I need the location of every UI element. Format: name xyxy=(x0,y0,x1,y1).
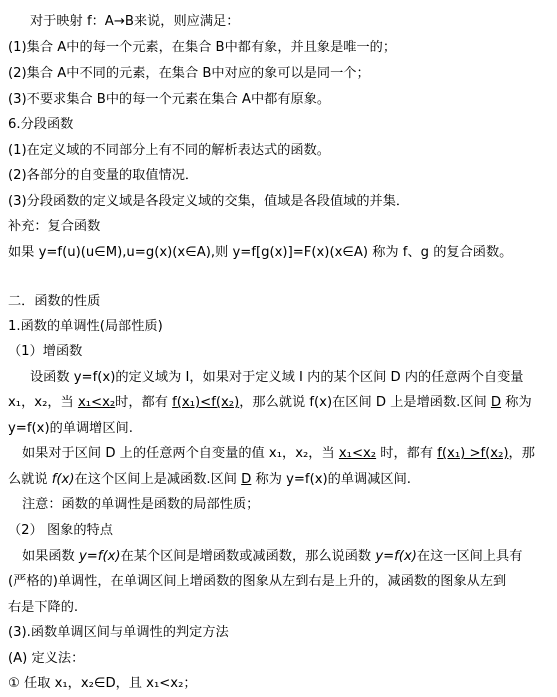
definition-method-step-1: ① 任取 x₁，x₂∈D，且 x₁<x₂； xyxy=(8,676,197,691)
increasing-def-line-3: y=f(x)的单调增区间. xyxy=(8,421,133,436)
graph-features-line-3: 右是下降的. xyxy=(8,600,79,615)
condition-fx1-gt-fx2: f(x₁) >f(x₂) xyxy=(437,446,509,461)
graph-features-line-2: (严格的)单调性，在单调区间上增函数的图象从左到右是上升的，减函数的图象从左到 xyxy=(8,574,507,589)
increasing-def-line-2: x₁，x₂，当 x₁<x₂时，都有 f(x₁)<f(x₂)，那么就说 f(x)在区间 D 上是增函数.区间 D 称为 xyxy=(8,395,532,410)
supplement-heading: 补充：复合函数 xyxy=(8,219,101,234)
decreasing-def-line-2: 么就说 f(x)在这个区间上是减函数.区间 D 称为 y=f(x)的单调减区间. xyxy=(8,472,411,487)
increasing-function-heading: （1）增函数 xyxy=(8,344,83,359)
condition-fx1-lt-fx2: f(x₁)<f(x₂) xyxy=(172,395,240,410)
determination-methods-heading: (3).函数单调区间与单调性的判定方法 xyxy=(8,625,229,640)
piecewise-point-2: (2)各部分的自变量的取值情况． xyxy=(8,168,199,183)
mapping-condition-2: (2)集合 A中不同的元素，在集合 B中对应的象可以是同一个； xyxy=(8,66,370,81)
increasing-def-line-1: 设函数 y=f(x)的定义域为 I，如果对于定义域 I 内的某个区间 D 内的任意两个自变量 xyxy=(30,370,524,385)
condition-x1-lt-x2-dec: x₁<x₂ xyxy=(338,446,377,461)
interval-d-dec: D xyxy=(241,472,252,487)
mapping-condition-1: (1)集合 A中的每一个元素，在集合 B中都有象，并且象是唯一的； xyxy=(8,40,397,55)
mapping-conditions-intro: 对于映射 f：A→B来说，则应满足： xyxy=(30,14,240,29)
graph-features-heading: （2） 图象的特点 xyxy=(8,523,113,538)
monotonicity-note: 注意：函数的单调性是函数的局部性质； xyxy=(22,497,260,512)
graph-features-line-1: 如果函数 y=f(x)在某个区间是增函数或减函数，那么说函数 y=f(x)在这一区间上具有 xyxy=(22,549,523,564)
piecewise-point-3: (3)分段函数的定义域是各段定义域的交集，值域是各段值域的并集． xyxy=(8,194,410,209)
monotonicity-heading: 1.函数的单调性(局部性质) xyxy=(8,319,163,334)
section-heading-properties: 二．函数的性质 xyxy=(8,294,101,309)
composite-function-definition: 如果 y=f(u)(u∈M),u=g(x)(x∈A),则 y=f[g(x)]=F(x)(x∈A) 称为 f、g 的复合函数。 xyxy=(8,245,513,260)
condition-x1-lt-x2: x₁<x₂ xyxy=(77,395,116,410)
interval-d: D xyxy=(490,395,502,410)
decreasing-def-line-1: 如果对于区间 D 上的任意两个自变量的值 x₁，x₂，当 x₁<x₂ 时，都有 f(x₁) >f(x₂)，那 xyxy=(22,446,535,461)
mapping-condition-3: (3)不要求集合 B中的每一个元素在集合 A中都有原象。 xyxy=(8,92,331,107)
definition-method-heading: (A) 定义法： xyxy=(8,651,85,666)
section-heading-piecewise: 6.分段函数 xyxy=(8,117,74,132)
piecewise-point-1: (1)在定义域的不同部分上有不同的解析表达式的函数。 xyxy=(8,143,330,158)
